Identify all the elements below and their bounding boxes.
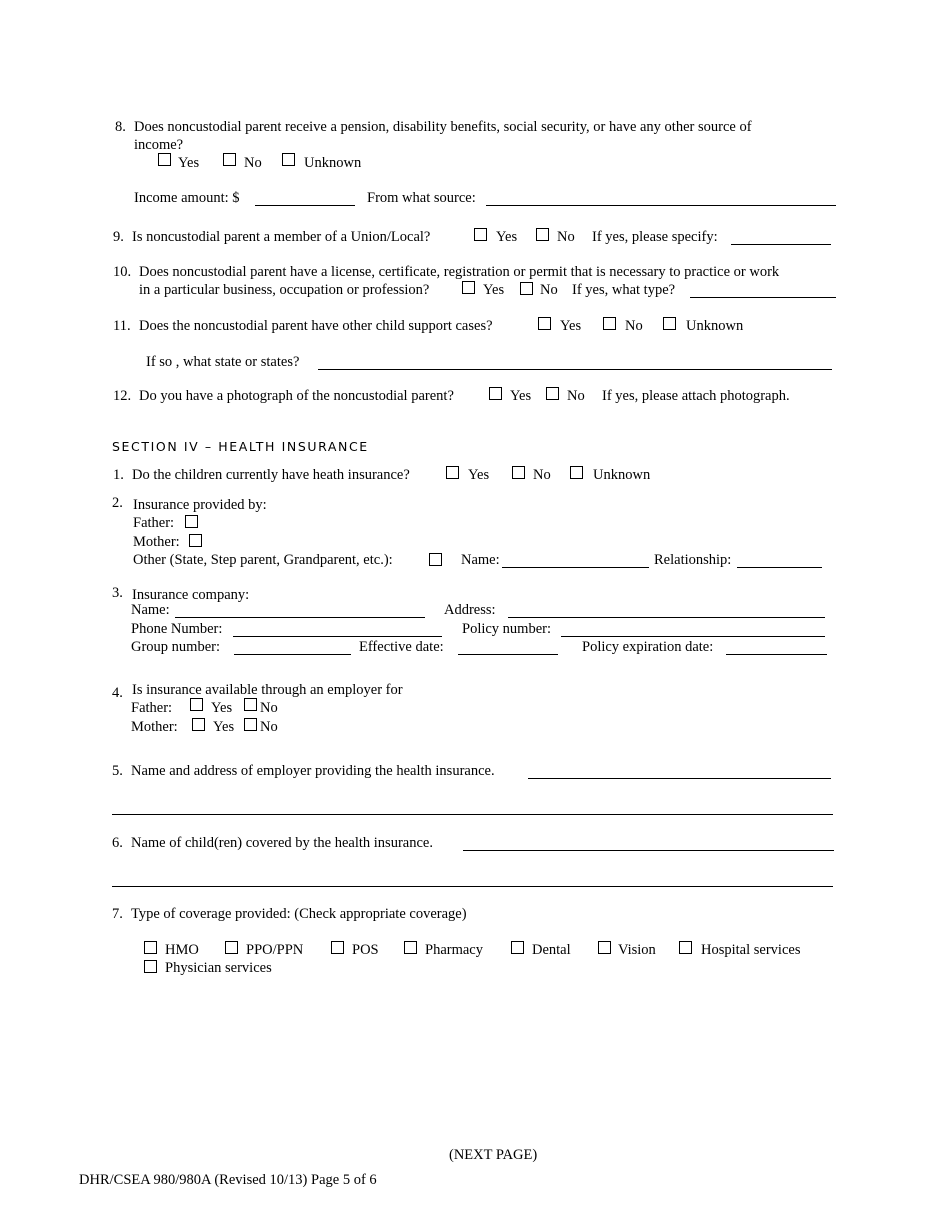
h3-text: Insurance company: xyxy=(132,587,250,603)
h4-father-label: Father: xyxy=(131,700,173,716)
q12-no-checkbox[interactable] xyxy=(546,387,559,400)
q10-text-line1: Does noncustodial parent have a license, certificate, registration or permit that is necessary to practice or work xyxy=(139,264,780,280)
h2-text: Insurance provided by: xyxy=(133,497,267,513)
q9-specify-label: If yes, please specify: xyxy=(592,229,718,245)
coverage-pos-checkbox[interactable] xyxy=(331,941,344,954)
q12-yes-label: Yes xyxy=(510,388,532,404)
q9-no-label: No xyxy=(557,229,575,245)
h1-no-label: No xyxy=(533,467,551,483)
h4-father-yes-checkbox[interactable] xyxy=(190,698,203,711)
h3-group-label: Group number: xyxy=(131,639,220,655)
h5-field-line2[interactable] xyxy=(112,813,833,815)
h2-father-checkbox[interactable] xyxy=(185,515,198,528)
q11-text: Does the noncustodial parent have other child support cases? xyxy=(139,318,493,334)
q8-text-line2: income? xyxy=(134,137,184,153)
q8-income-field[interactable] xyxy=(255,204,355,206)
h4-father-no-checkbox[interactable] xyxy=(244,698,257,711)
q11-unknown-label: Unknown xyxy=(686,318,744,334)
q11-yes-label: Yes xyxy=(560,318,582,334)
footer-form-id: DHR/CSEA 980/980A (Revised 10/13) Page 5 of 6 xyxy=(79,1172,377,1188)
q11-states-field[interactable] xyxy=(318,368,832,370)
q8-yes-checkbox[interactable] xyxy=(158,153,171,166)
h4-mother-no-checkbox[interactable] xyxy=(244,718,257,731)
q11-no-checkbox[interactable] xyxy=(603,317,616,330)
coverage-physician-checkbox[interactable] xyxy=(144,960,157,973)
q10-no-label: No xyxy=(540,282,558,298)
h7-number: 7. xyxy=(112,906,123,922)
h3-group-field[interactable] xyxy=(234,653,351,655)
coverage-hmo-checkbox[interactable] xyxy=(144,941,157,954)
h3-effective-label: Effective date: xyxy=(359,639,444,655)
q10-number: 10. xyxy=(113,264,132,280)
q12-no-label: No xyxy=(567,388,585,404)
h4-text: Is insurance available through an employer for xyxy=(132,682,403,698)
q9-no-checkbox[interactable] xyxy=(536,228,549,241)
h6-number: 6. xyxy=(112,835,123,851)
h1-yes-checkbox[interactable] xyxy=(446,466,459,479)
coverage-hospital-checkbox[interactable] xyxy=(679,941,692,954)
coverage-vision-checkbox[interactable] xyxy=(598,941,611,954)
h6-text: Name of child(ren) covered by the health insurance. xyxy=(131,835,433,851)
h3-number: 3. xyxy=(112,585,123,601)
h3-expiration-label: Policy expiration date: xyxy=(582,639,714,655)
h3-name-field[interactable] xyxy=(175,616,425,618)
h1-unknown-label: Unknown xyxy=(593,467,651,483)
q12-attach-label: If yes, please attach photograph. xyxy=(602,388,790,404)
q8-unknown-label: Unknown xyxy=(304,155,362,171)
h4-father-yes-label: Yes xyxy=(211,700,233,716)
coverage-vision-label: Vision xyxy=(618,942,656,958)
q11-yes-checkbox[interactable] xyxy=(538,317,551,330)
next-page-label: (NEXT PAGE) xyxy=(449,1147,538,1163)
h6-field-line2[interactable] xyxy=(112,885,833,887)
q8-yes-label: Yes xyxy=(178,155,200,171)
h2-name-field[interactable] xyxy=(502,566,649,568)
h3-address-label: Address: xyxy=(444,602,496,618)
q8-income-label: Income amount: $ xyxy=(134,190,240,206)
q9-specify-field[interactable] xyxy=(731,243,831,245)
coverage-hospital-label: Hospital services xyxy=(701,942,801,958)
q11-states-label: If so , what state or states? xyxy=(146,354,300,370)
q8-text-line1: Does noncustodial parent receive a pension, disability benefits, social security, or have any other source of xyxy=(134,119,752,135)
q12-number: 12. xyxy=(113,388,132,404)
q8-no-checkbox[interactable] xyxy=(223,153,236,166)
h1-yes-label: Yes xyxy=(468,467,490,483)
coverage-pharmacy-label: Pharmacy xyxy=(425,942,483,958)
h2-relationship-field[interactable] xyxy=(737,566,822,568)
q10-type-label: If yes, what type? xyxy=(572,282,676,298)
coverage-pharmacy-checkbox[interactable] xyxy=(404,941,417,954)
coverage-physician-label: Physician services xyxy=(165,960,272,976)
h4-number: 4. xyxy=(112,685,123,701)
h4-mother-no-label: No xyxy=(260,719,278,735)
q12-text: Do you have a photograph of the noncustodial parent? xyxy=(139,388,454,404)
q10-text-line2: in a particular business, occupation or profession? xyxy=(139,282,430,298)
coverage-ppo-label: PPO/PPN xyxy=(246,942,304,958)
h3-phone-label: Phone Number: xyxy=(131,621,223,637)
q8-source-field[interactable] xyxy=(486,204,836,206)
q10-no-checkbox[interactable] xyxy=(520,282,533,295)
q12-yes-checkbox[interactable] xyxy=(489,387,502,400)
coverage-ppo-checkbox[interactable] xyxy=(225,941,238,954)
q8-unknown-checkbox[interactable] xyxy=(282,153,295,166)
h5-number: 5. xyxy=(112,763,123,779)
h7-text: Type of coverage provided: (Check appropriate coverage) xyxy=(131,906,467,922)
q8-source-label: From what source: xyxy=(367,190,476,206)
h4-mother-yes-checkbox[interactable] xyxy=(192,718,205,731)
h2-other-label: Other (State, Step parent, Grandparent, etc.): xyxy=(133,552,393,568)
h5-text: Name and address of employer providing the health insurance. xyxy=(131,763,495,779)
q10-yes-checkbox[interactable] xyxy=(462,281,475,294)
h1-text: Do the children currently have heath insurance? xyxy=(132,467,410,483)
h5-field-line1[interactable] xyxy=(528,777,831,779)
h2-relationship-label: Relationship: xyxy=(654,552,732,568)
section-title: SECTION IV – HEALTH INSURANCE xyxy=(112,439,369,454)
h2-number: 2. xyxy=(112,495,123,511)
h2-mother-checkbox[interactable] xyxy=(189,534,202,547)
h3-name-label: Name: xyxy=(131,602,170,618)
h2-father-label: Father: xyxy=(133,515,175,531)
q9-yes-checkbox[interactable] xyxy=(474,228,487,241)
q8-number: 8. xyxy=(115,119,126,135)
q10-type-field[interactable] xyxy=(690,296,836,298)
h2-mother-label: Mother: xyxy=(133,534,180,550)
q9-yes-label: Yes xyxy=(496,229,518,245)
h1-no-checkbox[interactable] xyxy=(512,466,525,479)
h3-phone-field[interactable] xyxy=(233,635,442,637)
h2-name-label: Name: xyxy=(461,552,500,568)
h4-mother-label: Mother: xyxy=(131,719,178,735)
coverage-hmo-label: HMO xyxy=(165,942,199,958)
h3-address-field[interactable] xyxy=(508,616,825,618)
h3-effective-field[interactable] xyxy=(458,653,558,655)
coverage-dental-checkbox[interactable] xyxy=(511,941,524,954)
q11-number: 11. xyxy=(113,318,131,334)
q9-number: 9. xyxy=(113,229,124,245)
h6-field-line1[interactable] xyxy=(463,849,834,851)
coverage-pos-label: POS xyxy=(352,942,379,958)
coverage-dental-label: Dental xyxy=(532,942,571,958)
h4-father-no-label: No xyxy=(260,700,278,716)
h3-expiration-field[interactable] xyxy=(726,653,827,655)
h3-policy-label: Policy number: xyxy=(462,621,552,637)
q8-no-label: No xyxy=(244,155,262,171)
q10-yes-label: Yes xyxy=(483,282,505,298)
h4-mother-yes-label: Yes xyxy=(213,719,235,735)
q11-no-label: No xyxy=(625,318,643,334)
h1-number: 1. xyxy=(113,467,124,483)
h3-policy-field[interactable] xyxy=(561,635,825,637)
q9-text: Is noncustodial parent a member of a Union/Local? xyxy=(132,229,431,245)
h2-other-checkbox[interactable] xyxy=(429,553,442,566)
q11-unknown-checkbox[interactable] xyxy=(663,317,676,330)
h1-unknown-checkbox[interactable] xyxy=(570,466,583,479)
